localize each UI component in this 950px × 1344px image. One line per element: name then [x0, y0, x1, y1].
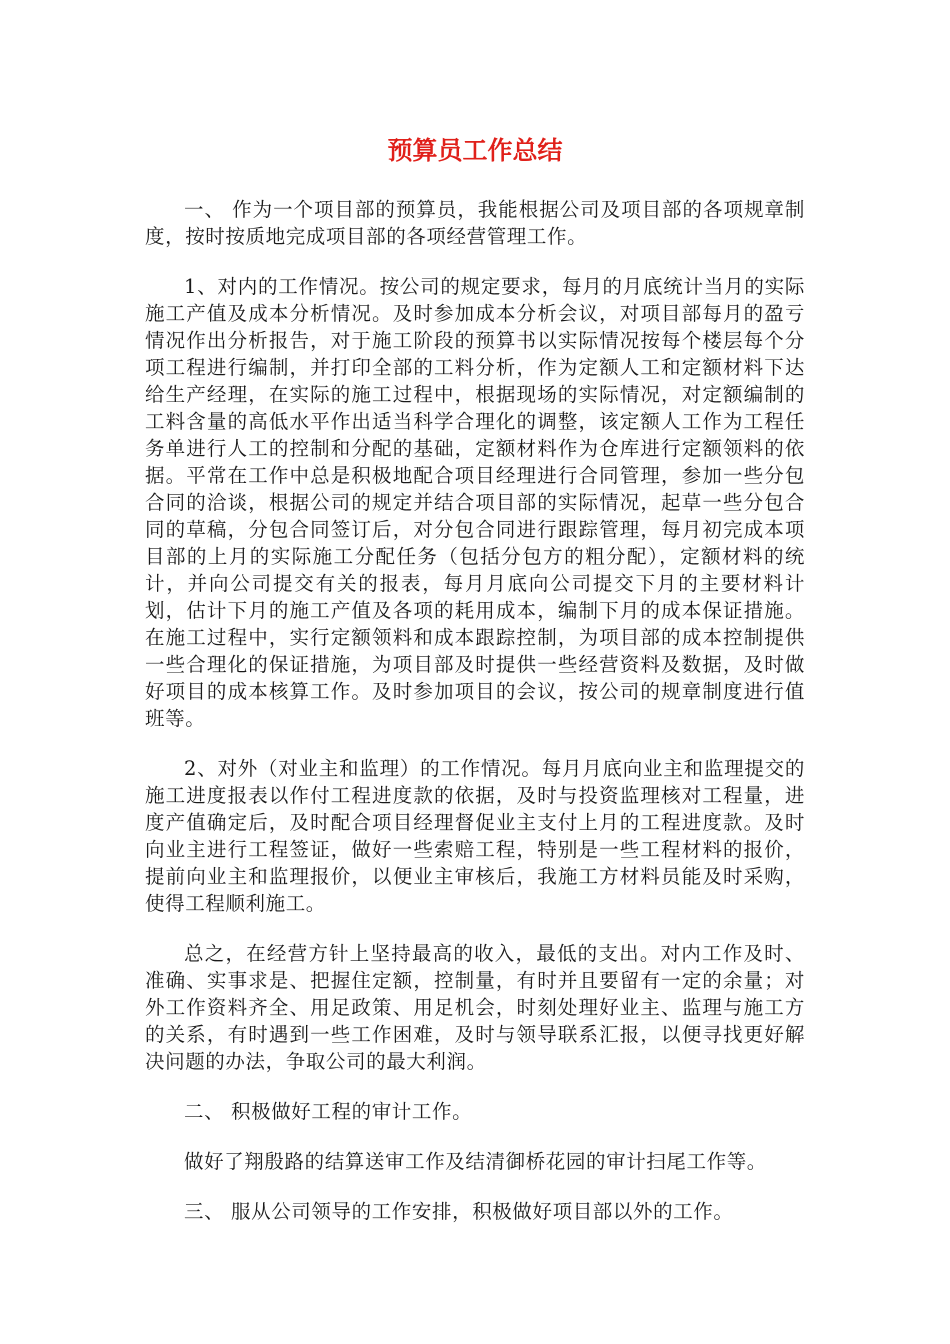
paragraph-section-one: 一、 作为一个项目部的预算员，我能根据公司及项目部的各项规章制度，按时按质地完成项目部的各项经营管理工作。 — [145, 198, 805, 248]
paragraph-section-three: 三、 服从公司领导的工作安排，积极做好项目部以外的工作。 — [184, 1200, 734, 1223]
document-body — [145, 196, 805, 1248]
paragraph-internal-work: 1、对内的工作情况。按公司的规定要求，每月的月底统计当月的实际施工产值及成本分析情况。及时参加成本分析会议，对项目部每月的盈亏情况作出分析报告，对于施工阶段的预算书以实际情况按每个楼层每个分项工程进行编制，并打印全部的工料分析，作为定额人工和定额材料下达给生产经理，在实际的施工过程中，根据现场的实际情况，对定额编制的工料含量的高低水平作出适当科学合理化的调整，该定额人工作为工程任务单进行人工的控制和分配的基础，定额材料作为仓库进行定额领料的依据。平常在工作中总是积极地配合项目经理进行合同管理，参加一些分包合同的洽谈，根据公司的规定并结合项目部的实际情况，起草一些分包合同的草稿，分包合同签订后，对分包合同进行跟踪管理，每月初完成本项目部的上月的实际施工分配任务（包括分包方的粗分配），定额材料的统计，并向公司提交有关的报表，每月月底向公司提交下月的主要材料计划，估计下月的施工产值及各项的耗用成本，编制下月的成本保证措施。在施工过程中，实行定额领料和成本跟踪控制，为项目部的成本控制提供一些合理化的保证措施，为项目部及时提供一些经营资料及数据，及时做好项目的成本核算工作。及时参加项目的会议，按公司的规章制度进行值班等。 — [145, 275, 805, 730]
paragraph-summary: 总之，在经营方针上坚持最高的收入，最低的支出。对内工作及时、准确、实事求是、把握住定额，控制量，有时并且要留有一定的余量；对外工作资料齐全、用足政策、用足机会，时刻处理好业主、监理与施工方的关系，有时遇到一些工作困难，及时与领导联系汇报，以便寻找更好解决问题的办法，争取公司的最大利润。 — [145, 942, 805, 1073]
document-title: 预算员工作总结 — [387, 136, 563, 165]
paragraph-audit-work: 做好了翔殷路的结算送审工作及结清御桥花园的审计扫尾工作等。 — [184, 1150, 767, 1173]
paragraph-external-work: 2、对外（对业主和监理）的工作情况。每月月底向业主和监理提交的施工进度报表以作付工程进度款的依据，及时与投资监理核对工程量，进度产值确定后，及时配合项目经理督促业主支付上月的工程进度款。及时向业主进行工程签证，做好一些索赔工程，特别是一些工程材料的报价，提前向业主和监理报价，以便业主审核后，我施工方材料员能及时采购，使得工程顺利施工。 — [145, 757, 805, 915]
paragraph-section-two: 二、 积极做好工程的审计工作。 — [184, 1100, 473, 1123]
